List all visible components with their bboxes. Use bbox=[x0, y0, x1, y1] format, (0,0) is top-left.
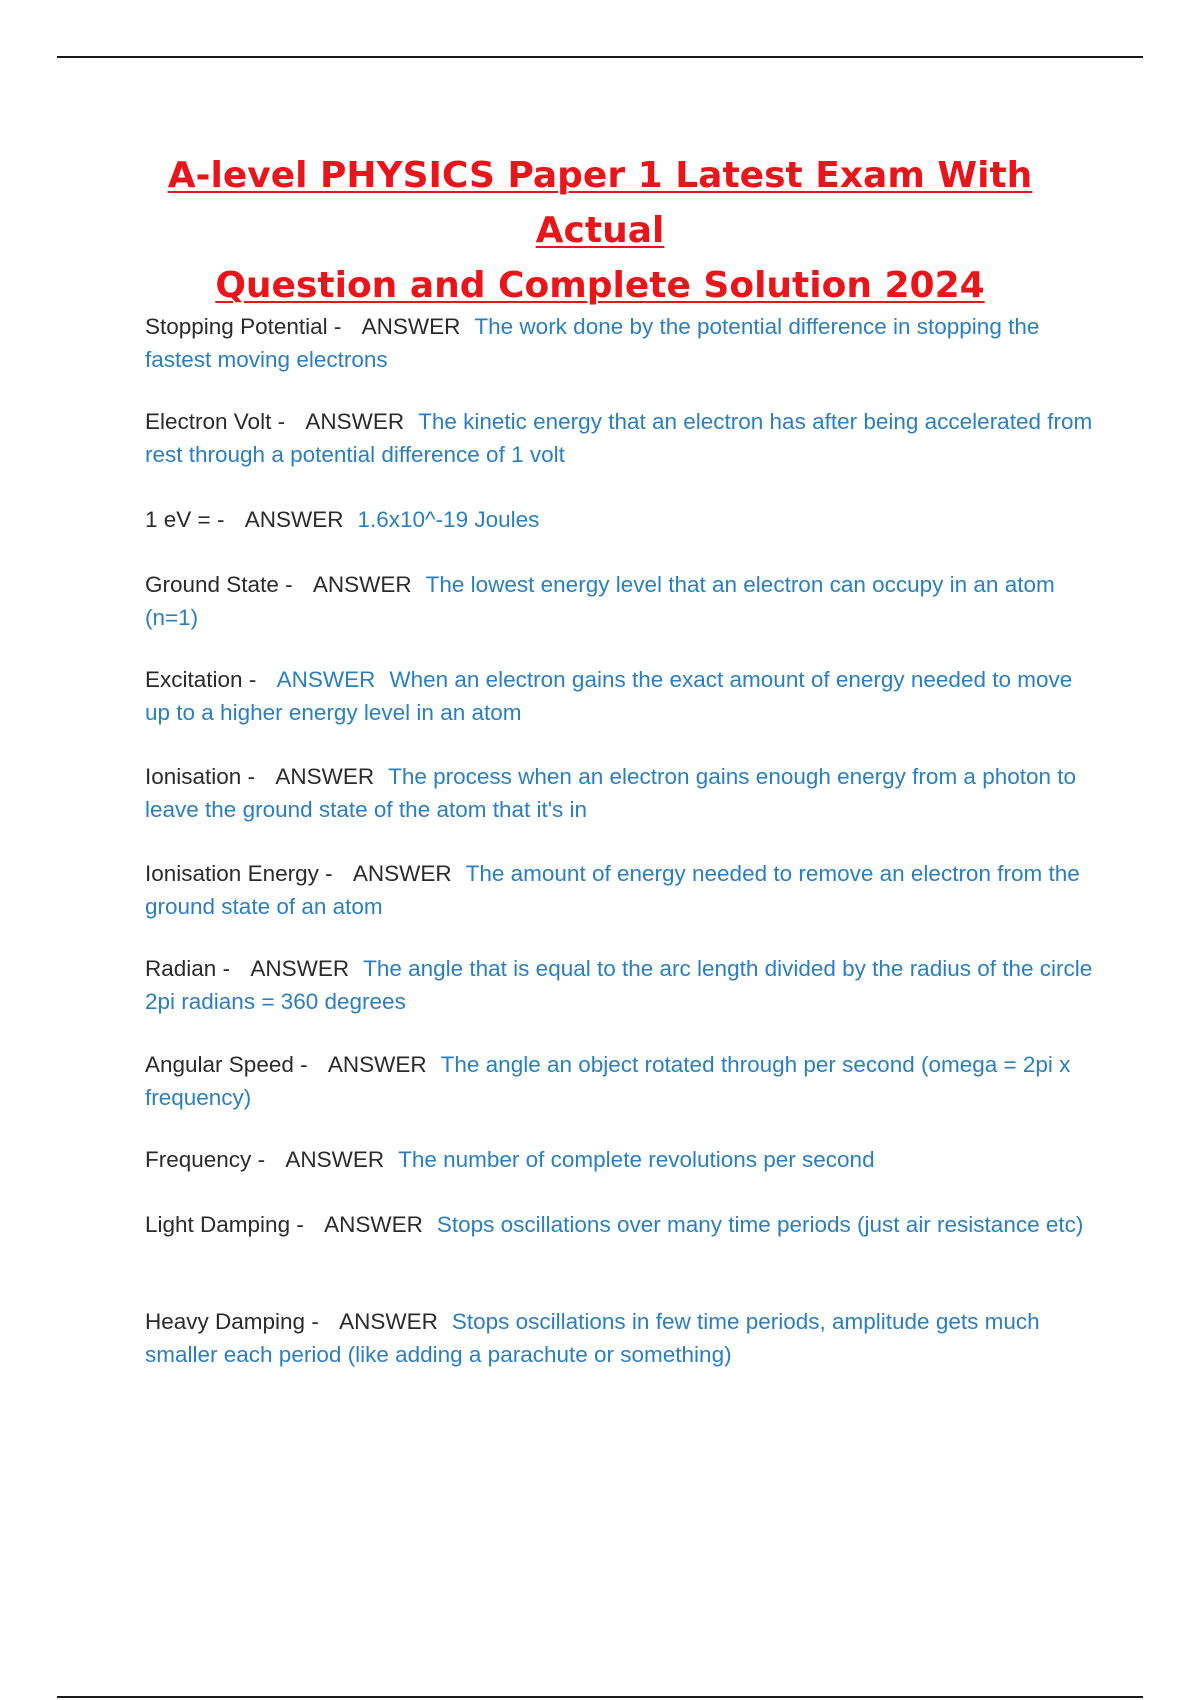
answer-label: ANSWER bbox=[276, 667, 376, 692]
answer-label: ANSWER bbox=[339, 1309, 438, 1334]
separator: - bbox=[210, 507, 231, 532]
definition: The number of complete revolutions per second bbox=[398, 1147, 875, 1172]
answer-label: ANSWER bbox=[250, 956, 350, 981]
answer-label: ANSWER bbox=[305, 409, 405, 434]
term: Frequency bbox=[145, 1147, 252, 1172]
definition: The amount of energy needed to remove an electron from the ground state of an atom bbox=[145, 861, 1080, 919]
separator: - bbox=[278, 572, 299, 597]
separator: - bbox=[216, 956, 237, 981]
qa-item-angular-speed bbox=[145, 1048, 1095, 1114]
qa-item-ground-state bbox=[145, 568, 1095, 634]
bottom-rule bbox=[57, 1696, 1143, 1698]
separator: - bbox=[293, 1052, 314, 1077]
term: Light Damping bbox=[145, 1212, 291, 1237]
definition: The angle an object rotated through per second (omega = 2pi x frequency) bbox=[145, 1052, 1071, 1110]
term: Heavy Damping bbox=[145, 1309, 306, 1334]
answer-label: ANSWER bbox=[352, 861, 452, 886]
answer-label: ANSWER bbox=[312, 572, 412, 597]
qa-item-frequency bbox=[145, 1143, 1095, 1176]
qa-item-ionisation-energy bbox=[145, 857, 1095, 923]
answer-label: ANSWER bbox=[244, 507, 344, 532]
qa-item-ionisation bbox=[145, 760, 1095, 826]
title-line-2: Question and Complete Solution 2024 bbox=[215, 265, 985, 306]
answer-label: ANSWER bbox=[361, 314, 461, 339]
qa-item-light-damping bbox=[145, 1208, 1095, 1241]
term: 1 eV = bbox=[145, 507, 211, 532]
separator: - bbox=[271, 409, 292, 434]
answer-label: ANSWER bbox=[285, 1147, 385, 1172]
term: Radian bbox=[145, 956, 217, 981]
term: Ground State bbox=[145, 572, 279, 597]
definition: The lowest energy level that an electron can occupy in an atom (n=1) bbox=[145, 572, 1055, 630]
qa-item-electron-volt bbox=[145, 405, 1095, 471]
qa-item-excitation bbox=[145, 663, 1095, 729]
definition: Stops oscillations over many time periods (just air resistance etc) bbox=[436, 1212, 1084, 1237]
qa-item-heavy-damping bbox=[145, 1305, 1095, 1371]
definition: The kinetic energy that an electron has after being accelerated from rest through a potential difference of 1 volt bbox=[145, 409, 1093, 467]
definition: 1.6x10^-19 Joules bbox=[357, 507, 540, 532]
term: Ionisation Energy bbox=[145, 861, 319, 886]
title-line-1: A-level PHYSICS Paper 1 Latest Exam With Actual bbox=[167, 155, 1033, 251]
definition: When an electron gains the exact amount of energy needed to move up to a higher energy level in an atom bbox=[145, 667, 1073, 725]
answer-label: ANSWER bbox=[324, 1212, 423, 1237]
term: Excitation bbox=[145, 667, 243, 692]
term: Electron Volt bbox=[145, 409, 272, 434]
qa-item-1-ev bbox=[145, 503, 1095, 536]
definition: The process when an electron gains enough energy from a photon to leave the ground state of the atom that it's in bbox=[145, 764, 1077, 822]
separator: - bbox=[305, 1309, 326, 1334]
term: Angular Speed bbox=[145, 1052, 294, 1077]
definition: Stops oscillations in few time periods, amplitude gets much smaller each period (like adding a parachute or something) bbox=[145, 1309, 1040, 1367]
separator: - bbox=[290, 1212, 311, 1237]
definition: The angle that is equal to the arc length divided by the radius of the circle 2pi radians = 360 degrees bbox=[145, 956, 1093, 1014]
qa-item-stopping-potential bbox=[145, 310, 1095, 376]
term: Stopping Potential bbox=[145, 314, 328, 339]
qa-item-radian bbox=[145, 952, 1095, 1018]
definition: The work done by the potential difference in stopping the fastest moving electrons bbox=[145, 314, 1040, 372]
separator: - bbox=[251, 1147, 272, 1172]
separator: - bbox=[241, 764, 262, 789]
separator: - bbox=[318, 861, 339, 886]
term: Ionisation bbox=[145, 764, 242, 789]
answer-label: ANSWER bbox=[275, 764, 375, 789]
separator: - bbox=[242, 667, 263, 692]
separator: - bbox=[327, 314, 348, 339]
answer-label: ANSWER bbox=[327, 1052, 427, 1077]
